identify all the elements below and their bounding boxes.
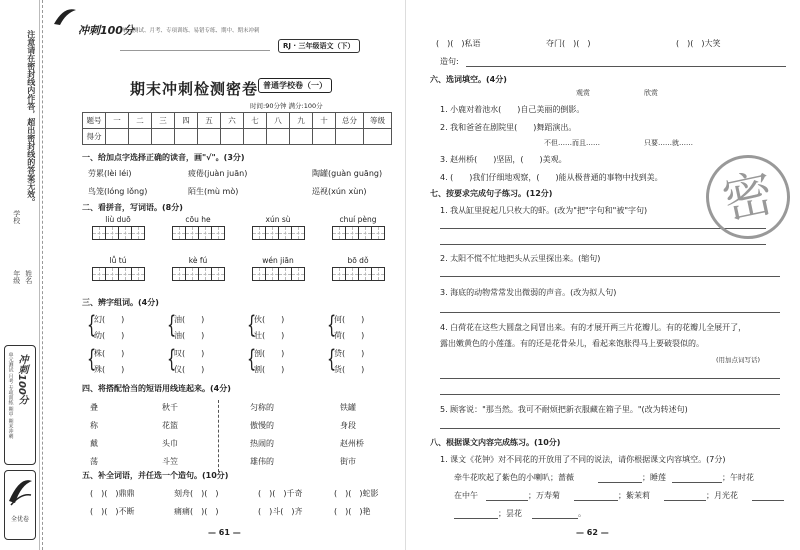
s6-question[interactable]: 1. 小鹿对着池水( )自己美丽的倒影。 (440, 105, 585, 114)
table-cell: 四 (175, 113, 198, 129)
match-item[interactable]: 称 (90, 421, 98, 430)
writing-cell[interactable] (118, 267, 132, 281)
answer-line[interactable] (440, 244, 766, 245)
score-input-cell[interactable] (198, 129, 221, 145)
table-cell: 八 (267, 113, 290, 129)
s8-text: ；月光花 (706, 491, 738, 500)
grade-label: 年级 (12, 270, 21, 284)
writing-cell[interactable] (198, 226, 212, 240)
header-brand: 冲刺100分 (78, 24, 134, 37)
left-content (50, 0, 400, 550)
match-item[interactable]: 匀称的 (250, 403, 274, 412)
s3-char[interactable]: 割( ) (254, 365, 285, 374)
answer-line[interactable] (440, 276, 780, 277)
binding-notes: 单元测试 月考 专项训练 期中 期末冲刺 (7, 352, 14, 439)
binding-brand-box (4, 345, 36, 465)
table-cell: 十 (313, 113, 336, 129)
match-item[interactable]: 头巾 (162, 439, 178, 448)
brace-icon: { (167, 311, 177, 339)
writing-cell[interactable] (198, 267, 212, 281)
s3-char[interactable]: 油( ) (174, 315, 205, 324)
right-page (410, 0, 800, 550)
s7-question: 2. 太阳不慌不忙地把头从云里探出来。(缩句) (440, 254, 601, 263)
match-item[interactable]: 铁罐 (340, 403, 356, 412)
pinyin-group (92, 215, 144, 240)
table-cell: 七 (244, 113, 267, 129)
word-choice: 只要……就…… (644, 139, 693, 147)
s8-text: 在中午 (454, 491, 478, 500)
score-input-cell[interactable] (290, 129, 313, 145)
answer-line[interactable] (440, 378, 780, 379)
idiom-blank[interactable]: ( )( )大笑 (676, 39, 721, 48)
s3-char[interactable]: 油( ) (174, 331, 205, 340)
match-item[interactable]: 戴 (90, 439, 98, 448)
s1-item[interactable]: 巡视(xún xùn) (312, 187, 367, 196)
answer-line[interactable] (598, 482, 642, 483)
s6-question[interactable]: 4. ( )我们仔细地观察，( )能从极普通的事物中找到美。 (440, 173, 663, 182)
school-label: 学校 (12, 210, 21, 224)
match-item[interactable]: 雄伟的 (250, 457, 274, 466)
pinyin-label: bō dǒ (347, 256, 369, 265)
s8-text: ；紫茉莉 (618, 491, 650, 500)
s8-text: ；昙花 (498, 509, 522, 518)
writing-cell[interactable] (185, 226, 199, 240)
writing-cell[interactable] (358, 226, 372, 240)
grade-tag: RJ · 三年级语文（下） (278, 39, 360, 53)
answer-line[interactable] (574, 500, 618, 501)
brace-icon: { (87, 345, 97, 373)
writing-cell[interactable] (278, 226, 292, 240)
writing-cell[interactable] (105, 226, 119, 240)
idiom-blank[interactable]: ( )( )千奇 (258, 489, 303, 498)
pinyin-group (172, 256, 224, 281)
s7-question: 5. 顾客说："那当然。我可不耐烦把新衣服藏在箱子里。"(改为转述句) (440, 405, 688, 414)
writing-cell[interactable] (131, 267, 145, 281)
s7-question: 3. 海底的动物常常发出微弱的声音。(改为拟人句) (440, 288, 617, 297)
make-sentence-label: 造句: (440, 57, 459, 66)
match-item[interactable]: 傲慢的 (250, 421, 274, 430)
match-divider (218, 400, 219, 472)
s3-char[interactable]: 仪( ) (174, 365, 205, 374)
s3-char[interactable]: 何( ) (334, 315, 365, 324)
match-item[interactable]: 赵州桥 (340, 439, 364, 448)
pinyin-label: cōu he (185, 215, 211, 224)
name-label: 姓名 (24, 270, 33, 284)
s3-char[interactable]: 货( ) (334, 365, 365, 374)
match-item[interactable]: 身段 (340, 421, 356, 430)
writing-cell[interactable] (332, 267, 346, 281)
idiom-blank[interactable]: 刻舟( )( ) (174, 489, 219, 498)
writing-cell[interactable] (291, 226, 305, 240)
match-item[interactable]: 热闹的 (250, 439, 274, 448)
answer-line[interactable] (466, 66, 786, 67)
table-cell: 五 (198, 113, 221, 129)
secret-stamp: 密 (698, 147, 798, 247)
writing-cell[interactable] (371, 267, 385, 281)
brace-icon: { (327, 311, 337, 339)
answer-line[interactable] (672, 482, 722, 483)
s8-text: ；万寿菊 (528, 491, 560, 500)
score-input-cell[interactable] (221, 129, 244, 145)
section-1-heading: 一、给加点字选择正确的读音，画"√"。(3分) (82, 153, 245, 162)
pinyin-label: kè fú (188, 256, 208, 265)
s7-question: 4. 白荷花在这些大圆盘之间冒出来。有的才展开两三片花瓣儿。有的花瓣儿全展开了， (440, 323, 747, 332)
s3-char[interactable]: 殊( ) (94, 365, 125, 374)
s1-item[interactable]: 劳累(lèi léi) (88, 169, 132, 178)
score-table (82, 112, 392, 145)
writing-cell[interactable] (211, 226, 225, 240)
writing-cell[interactable] (291, 267, 305, 281)
logo-bird-icon (5, 471, 35, 511)
writing-cell[interactable] (185, 267, 199, 281)
word-choice: 观赏 (576, 89, 590, 97)
binding-logo-text: 全优卷 (10, 516, 29, 523)
s3-char[interactable]: 贷( ) (334, 349, 365, 358)
binding-warning: 注意请在密封线内作答，超出密封线的答案无效。 (26, 30, 36, 206)
title-badge: 普通学校卷（一） (258, 78, 332, 93)
s3-char[interactable]: 剖( ) (254, 349, 285, 358)
writing-cell[interactable] (265, 267, 279, 281)
s8-text: 。 (578, 509, 586, 518)
score-input-cell[interactable] (175, 129, 198, 145)
pinyin-group (332, 215, 384, 240)
match-item[interactable]: 花篮 (162, 421, 178, 430)
answer-line[interactable] (440, 394, 780, 395)
seal-line (42, 0, 43, 550)
match-item[interactable]: 斗笠 (162, 457, 178, 466)
idiom-blank[interactable]: 痛痛( )( ) (174, 507, 219, 516)
binding-brand: 冲刺100分 (16, 354, 27, 405)
s3-char[interactable]: 荷( ) (334, 331, 365, 340)
s1-item[interactable]: 陌生(mù mò) (188, 187, 239, 196)
page-number-left: — 61 — (208, 528, 241, 537)
table-cell: 总分 (336, 113, 364, 129)
score-header-row (83, 113, 392, 129)
pinyin-group (252, 256, 304, 281)
brace-icon: { (327, 345, 337, 373)
writing-cell[interactable] (92, 226, 106, 240)
table-cell: 六 (221, 113, 244, 129)
pinyin-label: lǚ tú (109, 256, 127, 265)
table-cell: 等级 (364, 113, 392, 129)
answer-line[interactable] (664, 500, 706, 501)
pinyin-group (92, 256, 144, 281)
brace-icon: { (247, 311, 257, 339)
answer-line[interactable] (486, 500, 528, 501)
section-4-heading: 四、将搭配恰当的短语用线连起来。(4分) (82, 384, 231, 393)
brace-icon: { (247, 345, 257, 373)
pinyin-label: liù duō (105, 215, 131, 224)
header-notes: 单元测试、月考、专项训练、易错专练、期中、期末冲刺 (122, 28, 260, 34)
idiom-blank[interactable]: ( )( )鼎鼎 (90, 489, 135, 498)
pinyin-group (252, 215, 304, 240)
idiom-blank[interactable]: ( )( )蛇影 (334, 489, 379, 498)
table-cell: 九 (290, 113, 313, 129)
section-5-heading: 五、补全词语，并任选一个造句。(10分) (82, 471, 229, 480)
score-input-cell[interactable] (129, 129, 152, 145)
score-input-cell[interactable] (364, 129, 392, 145)
binding-logo (4, 470, 36, 540)
pinyin-group (332, 256, 384, 281)
writing-cell[interactable] (345, 267, 359, 281)
s3-char[interactable]: 伙( ) (254, 315, 285, 324)
writing-cell[interactable] (252, 226, 266, 240)
s6-question[interactable]: 2. 我和爸爸在剧院里( )舞蹈演出。 (440, 123, 577, 132)
writing-cell[interactable] (105, 267, 119, 281)
page-number-right: — 62 — (576, 528, 609, 537)
binding-strip (0, 0, 40, 550)
section-3-heading: 三、辨字组词。(4分) (82, 298, 159, 307)
writing-cell[interactable] (131, 226, 145, 240)
score-input-cell[interactable] (152, 129, 175, 145)
writing-cell[interactable] (371, 226, 385, 240)
brand-bird-icon (52, 6, 78, 26)
answer-line[interactable] (440, 228, 766, 229)
s7-note: (用加点词写话) (716, 356, 761, 364)
page-divider (405, 0, 406, 550)
s3-char[interactable]: 幼( ) (94, 331, 125, 340)
answer-line[interactable] (454, 518, 498, 519)
idiom-blank[interactable]: ( )( )艳 (334, 507, 371, 516)
table-cell: 二 (129, 113, 152, 129)
s6-question[interactable]: 3. 赵州桥( )坚固，( )美观。 (440, 155, 567, 164)
section-7-heading: 七、按要求完成句子练习。(12分) (430, 189, 553, 198)
idiom-blank[interactable]: ( )斗( )齐 (258, 507, 303, 516)
match-item[interactable]: 叠 (90, 403, 98, 412)
pinyin-label: wén jiān (262, 256, 294, 265)
writing-cell[interactable] (345, 226, 359, 240)
score-input-cell[interactable] (336, 129, 364, 145)
writing-cell[interactable] (332, 226, 346, 240)
score-input-cell[interactable] (244, 129, 267, 145)
time-info: 时间:90分钟 满分:100分 (250, 102, 323, 110)
writing-cell[interactable] (172, 267, 186, 281)
writing-cell[interactable] (358, 267, 372, 281)
writing-cell[interactable] (278, 267, 292, 281)
writing-cell[interactable] (92, 267, 106, 281)
brace-icon: { (87, 311, 97, 339)
pinyin-label: chuí pèng (339, 215, 377, 224)
idiom-blank[interactable]: 夺门( )( ) (546, 39, 591, 48)
answer-line[interactable] (440, 428, 780, 429)
pinyin-group (172, 215, 224, 240)
s8-text: ；午时花 (722, 473, 754, 482)
s7-question: 1. 我从缸里捉起几只枚大的虾。(改为"把"字句和"被"字句) (440, 206, 648, 215)
s3-char[interactable]: 株( ) (94, 349, 125, 358)
match-item[interactable]: 秋千 (162, 403, 178, 412)
writing-cell[interactable] (118, 226, 132, 240)
answer-line[interactable] (752, 500, 784, 501)
writing-cell[interactable] (265, 226, 279, 240)
score-input-cell[interactable] (106, 129, 129, 145)
s8-text: ；睡莲 (642, 473, 666, 482)
writing-cell[interactable] (252, 267, 266, 281)
brace-icon: { (167, 345, 177, 373)
table-cell: 得分 (83, 129, 106, 145)
section-2-heading: 二、看拼音，写词语。(8分) (82, 203, 183, 212)
s7-question: 露出嫩黄色的小莲蓬。有的还是花骨朵儿，看起来饱胀得马上要破裂似的。 (440, 339, 704, 348)
writing-cell[interactable] (211, 267, 225, 281)
idiom-blank[interactable]: ( )( )私语 (436, 39, 481, 48)
match-item[interactable]: 街市 (340, 457, 356, 466)
s1-item[interactable]: 鸟笼(lóng lǒng) (88, 187, 148, 196)
table-cell: 一 (106, 113, 129, 129)
section-8-heading: 八、根据课文内容完成练习。(10分) (430, 438, 561, 447)
writing-cell[interactable] (172, 226, 186, 240)
s3-char[interactable]: 幻( ) (94, 315, 125, 324)
s1-item[interactable]: 疲倦(juàn juān) (188, 169, 248, 178)
header-rule (120, 50, 270, 51)
table-cell: 三 (152, 113, 175, 129)
s1-item[interactable]: 陶罐(guàn guāng) (312, 169, 383, 178)
header-bar (50, 22, 400, 52)
word-choice: 欣赏 (644, 89, 658, 97)
section-6-heading: 六、选词填空。(4分) (430, 75, 507, 84)
table-cell: 题号 (83, 113, 106, 129)
s8-question: 1. 课文《花钟》对不同花的开放用了不同的说法，请你根据课文内容填空。(7分) (440, 455, 726, 464)
right-content (426, 0, 796, 550)
page-title: 期末冲刺检测密卷 (130, 80, 259, 98)
s3-char[interactable]: 叹( ) (174, 349, 205, 358)
answer-line[interactable] (440, 312, 780, 313)
match-item[interactable]: 荡 (90, 457, 98, 466)
idiom-blank[interactable]: ( )( )不断 (90, 507, 135, 516)
s8-text: 牵牛花吹起了紫色的小喇叭；蔷薇 (454, 473, 574, 482)
pinyin-label: xún sù (265, 215, 291, 224)
score-value-row (83, 129, 392, 145)
score-input-cell[interactable] (267, 129, 290, 145)
score-input-cell[interactable] (313, 129, 336, 145)
word-choice: 不但……而且…… (544, 139, 600, 147)
s3-char[interactable]: 壮( ) (254, 331, 285, 340)
answer-line[interactable] (532, 518, 578, 519)
